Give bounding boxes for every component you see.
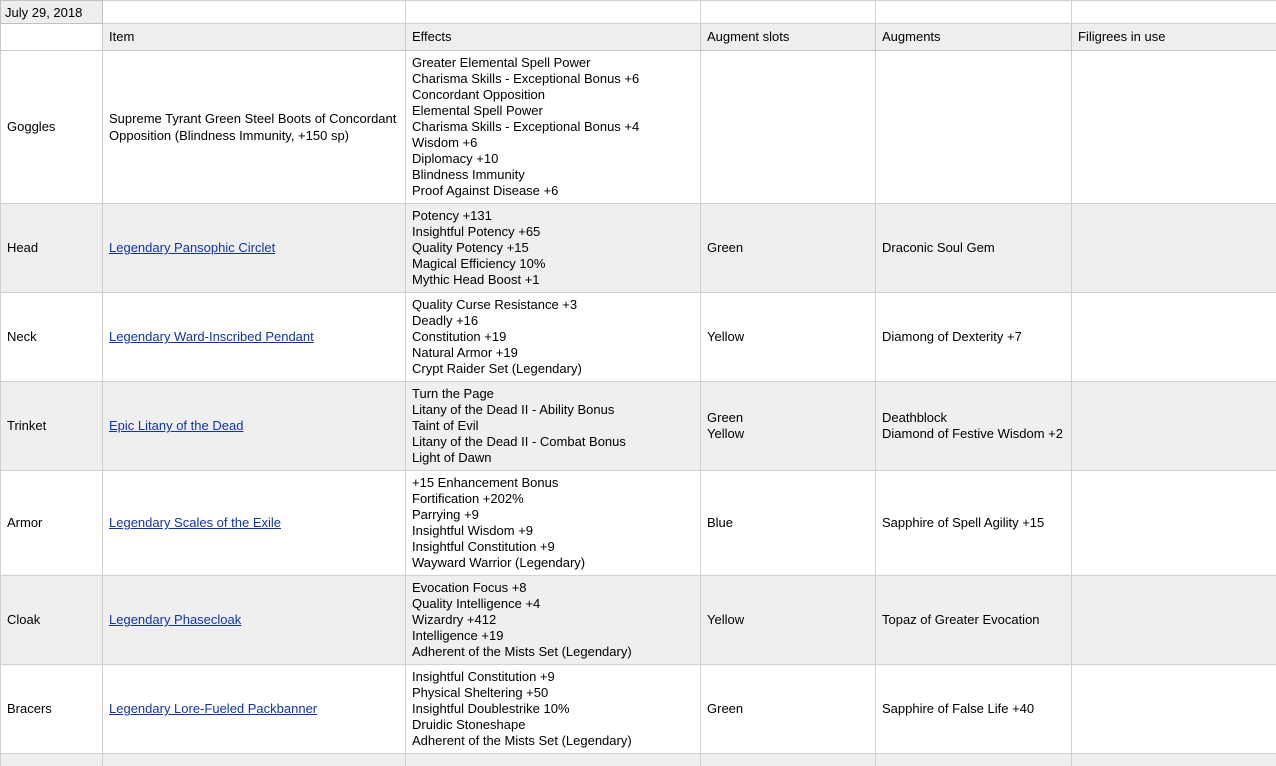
effect-line: Wayward Warrior (Legendary) [412,555,694,571]
cell-filigrees [1072,576,1276,665]
cell-augment-slots [701,293,876,382]
cell-augment-slots [701,204,876,293]
augment-line: Sapphire of Spell Agility +15 [882,515,1065,531]
effect-line: Adherent of the Mists Set (Legendary) [412,644,694,660]
item-link[interactable]: Legendary Scales of the Exile [109,515,281,530]
header-augments: Augments [876,24,1072,51]
effect-line: Magical Efficiency 10% [412,256,694,272]
cell-item [103,382,406,471]
augment-slot-line: Green [707,701,869,717]
date-row-blank-item [103,1,406,24]
cell-filigrees [1072,204,1276,293]
table-row [1,382,1276,471]
table-row [1,576,1276,665]
cell-filigrees [1072,471,1276,576]
cell-augments [876,51,1072,204]
effect-line: Wisdom +6 [412,135,694,151]
item-link[interactable]: Legendary Ward-Inscribed Pendant [109,329,314,344]
cell-item [103,471,406,576]
augment-line: Topaz of Greater Evocation [882,612,1065,628]
effect-line: Charisma Skills - Exceptional Bonus +4 [412,119,694,135]
effect-line: Charisma Skills - Exceptional Bonus +6 [412,71,694,87]
table-row [1,665,1276,754]
cell-item [103,51,406,204]
effect-line: Evocation Focus +8 [412,580,694,596]
cell-item [103,293,406,382]
effect-line: Taint of Evil [412,418,694,434]
table-row [1,471,1276,576]
cell-slot: Armor [1,471,103,576]
cell-augments [876,382,1072,471]
effect-line: Quality Intelligence +4 [412,596,694,612]
cell-augments [876,576,1072,665]
effect-line: Natural Armor +19 [412,345,694,361]
cell-partial [406,754,701,766]
effect-line: Turn the Page [412,386,694,402]
cell-effects [406,293,701,382]
augment-slot-line: Yellow [707,426,869,442]
cell-slot: Head [1,204,103,293]
cell-partial [876,754,1072,766]
effect-line: Wizardry +412 [412,612,694,628]
header-augment-slots: Augment slots [701,24,876,51]
cell-item [103,665,406,754]
date-row-blank-augslots [701,1,876,24]
effect-line: Intelligence +19 [412,628,694,644]
cell-effects [406,471,701,576]
effect-line: Insightful Constitution +9 [412,539,694,555]
date-row [1,1,1276,24]
effect-line: Elemental Spell Power [412,103,694,119]
table-body [1,1,1276,766]
effect-line: Insightful Constitution +9 [412,669,694,685]
item-link[interactable]: Legendary Lore-Fueled Packbanner [109,701,317,716]
effect-line: Insightful Wisdom +9 [412,523,694,539]
cell-partial [1072,754,1276,766]
cell-effects [406,576,701,665]
date-row-blank-filigrees [1072,1,1276,24]
effect-line: Constitution +19 [412,329,694,345]
effect-line: Diplomacy +10 [412,151,694,167]
cell-augment-slots [701,382,876,471]
effect-line: Insightful Doublestrike 10% [412,701,694,717]
cell-partial [103,754,406,766]
augment-line: Deathblock [882,410,1065,426]
table-row [1,293,1276,382]
effect-line: Concordant Opposition [412,87,694,103]
cell-filigrees [1072,51,1276,204]
cell-slot: Goggles [1,51,103,204]
cell-filigrees [1072,382,1276,471]
cell-slot: Cloak [1,576,103,665]
cell-augment-slots [701,665,876,754]
header-item: Item [103,24,406,51]
cell-augments [876,204,1072,293]
table-row-partial [1,754,1276,766]
cell-partial [701,754,876,766]
augment-line: Diamong of Dexterity +7 [882,329,1065,345]
augment-slot-line: Green [707,240,869,256]
cell-effects [406,51,701,204]
cell-item [103,576,406,665]
cell-effects [406,204,701,293]
effect-line: Quality Potency +15 [412,240,694,256]
date-row-blank-effects [406,1,701,24]
date-label: July 29, 2018 [1,1,103,24]
effect-line: Potency +131 [412,208,694,224]
effect-line: Crypt Raider Set (Legendary) [412,361,694,377]
header-effects: Effects [406,24,701,51]
cell-slot: Neck [1,293,103,382]
effect-line: Light of Dawn [412,450,694,466]
header-slot [1,24,103,51]
effect-line: Proof Against Disease +6 [412,183,694,199]
effect-line: Deadly +16 [412,313,694,329]
item-text: Supreme Tyrant Green Steel Boots of Concordant Opposition (Blindness Immunity, +150 sp) [109,111,396,143]
effect-line: Mythic Head Boost +1 [412,272,694,288]
table-row [1,204,1276,293]
augment-line: Sapphire of False Life +40 [882,701,1065,717]
cell-augments [876,471,1072,576]
cell-partial [1,754,103,766]
augment-slot-line: Blue [707,515,869,531]
cell-effects [406,382,701,471]
cell-slot: Bracers [1,665,103,754]
cell-slot: Trinket [1,382,103,471]
effect-line: +15 Enhancement Bonus [412,475,694,491]
effect-line: Druidic Stoneshape [412,717,694,733]
cell-augments [876,293,1072,382]
cell-filigrees [1072,665,1276,754]
effect-line: Greater Elemental Spell Power [412,55,694,71]
effect-line: Insightful Potency +65 [412,224,694,240]
cell-augments [876,665,1072,754]
augment-slot-line: Yellow [707,329,869,345]
augment-slot-line: Green [707,410,869,426]
cell-augment-slots [701,471,876,576]
effect-line: Litany of the Dead II - Combat Bonus [412,434,694,450]
item-link[interactable]: Legendary Pansophic Circlet [109,240,275,255]
effect-line: Parrying +9 [412,507,694,523]
cell-filigrees [1072,293,1276,382]
table-row [1,51,1276,204]
effect-line: Quality Curse Resistance +3 [412,297,694,313]
effect-line: Litany of the Dead II - Ability Bonus [412,402,694,418]
cell-augment-slots [701,51,876,204]
date-row-blank-augments [876,1,1072,24]
augment-slot-line: Yellow [707,612,869,628]
augment-line: Diamond of Festive Wisdom +2 [882,426,1065,442]
effect-line: Adherent of the Mists Set (Legendary) [412,733,694,749]
effect-line: Blindness Immunity [412,167,694,183]
cell-item [103,204,406,293]
item-link[interactable]: Legendary Phasecloak [109,612,241,627]
cell-augment-slots [701,576,876,665]
effect-line: Fortification +202% [412,491,694,507]
header-filigrees: Filigrees in use [1072,24,1276,51]
augment-line: Draconic Soul Gem [882,240,1065,256]
item-link[interactable]: Epic Litany of the Dead [109,418,243,433]
column-header-row [1,24,1276,51]
effect-line: Physical Sheltering +50 [412,685,694,701]
cell-effects [406,665,701,754]
